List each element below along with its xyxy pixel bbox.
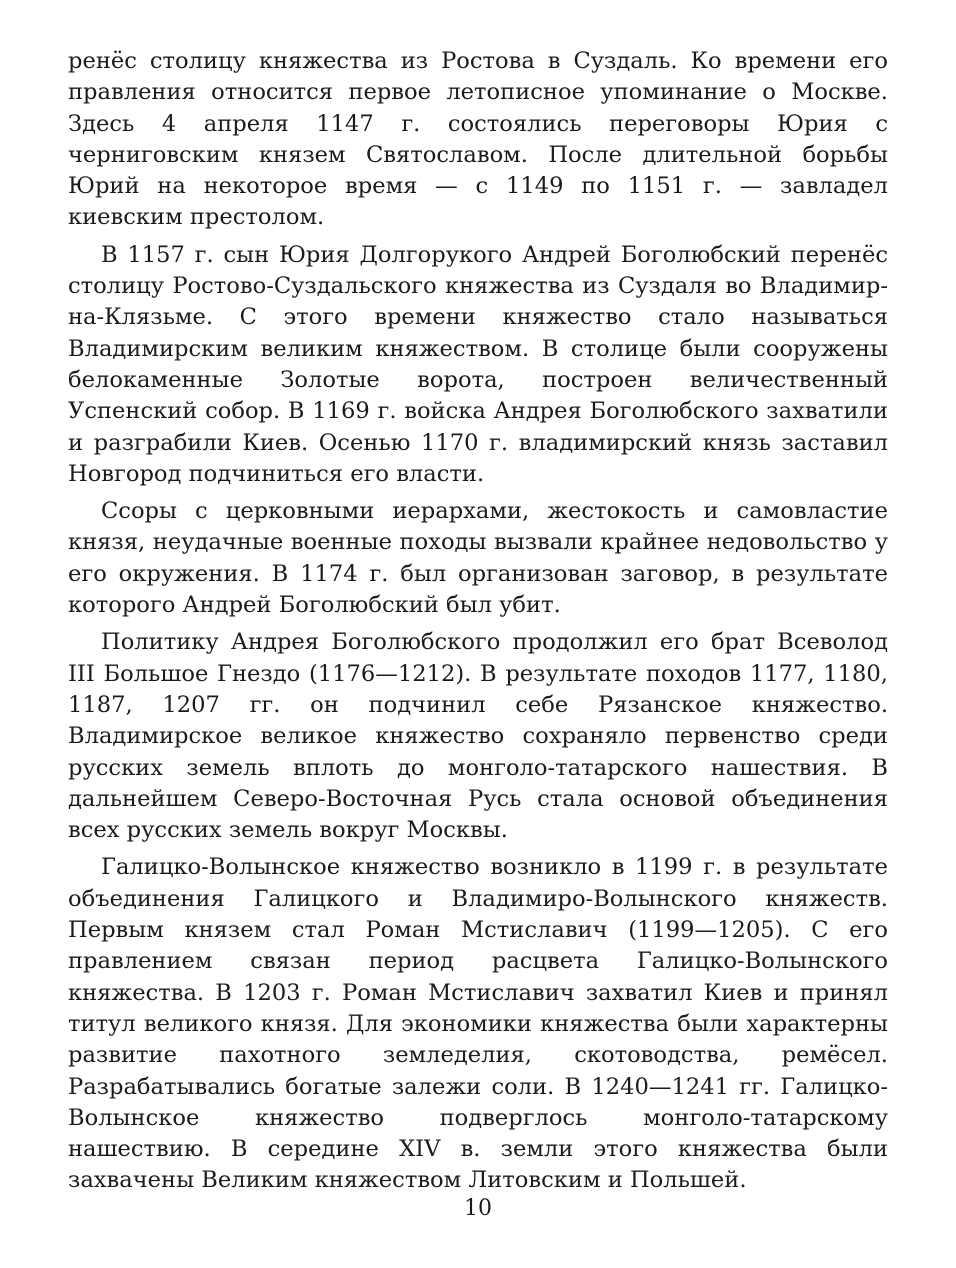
paragraph-vsevolod: Политику Андрея Боголюбского продолжил его брат Всеволод III Большое Гнездо (1176—1212). В результате походов 1177, 1180, 1187, 1207 гг. он подчинил себе Рязанское княжество. Владимирское великое княжество сохраняло первенство среди русских земель вплоть до монголо-татарского нашествия. В дальнейшем Северо-Восточная Русь стала основой объединения всех русских земель вокруг Москвы. <box>68 629 888 844</box>
page-body <box>68 46 888 1203</box>
paragraph-continuation: ренёс столицу княжества из Ростова в Суздаль. Ко времени его правления относится первое летописное упоминание о Москве. Здесь 4 апреля 1147 г. состоялись переговоры Юрия с черниговским князем Святославом. После длительной борьбы Юрий на некоторое время — с 1149 по 1151 г. — завладел киевским престолом. <box>68 48 888 231</box>
paragraph-galicia-volhynia: Галицко-Волынское княжество возникло в 1199 г. в результате объединения Галицкого и Владимиро-Волынского княжеств. Первым князем стал Роман Мстиславич (1199—1205). С его правлением связан период расцвета Галицко-Волынского княжества. В 1203 г. Роман Мстиславич захватил Киев и принял титул великого князя. Для экономики княжества были характерны развитие пахотного земледелия, скотоводства, ремёсел. Разрабатывались богатые залежи соли. В 1240—1241 гг. Галицко-Волынское княжество подверглось монголо-татарскому нашествию. В середине XIV в. земли этого княжества были захвачены Великим княжеством Литовским и Польшей. <box>68 854 888 1194</box>
page-number: 10 <box>464 1196 492 1221</box>
paragraph-conspiracy: Ссоры с церковными иерархами, жестокость и самовластие князя, неудачные военные походы вызвали крайнее недовольство у его окружения. В 1174 г. был организован заговор, в результате которого Андрей Боголюбский был убит. <box>68 498 888 619</box>
paragraph-andrey-bogolyubsky: В 1157 г. сын Юрия Долгорукого Андрей Боголюбский перенёс столицу Ростово-Суздальского княжества из Суздаля во Владимир-на-Клязьме. С этого времени княжество стало называться Владимирским великим княжеством. В столице были сооружены белокаменные Золотые ворота, построен величественный Успенский собор. В 1169 г. войска Андрея Боголюбского захватили и разграбили Киев. Осенью 1170 г. владимирский князь заставил Новгород подчиниться его власти. <box>68 241 888 487</box>
